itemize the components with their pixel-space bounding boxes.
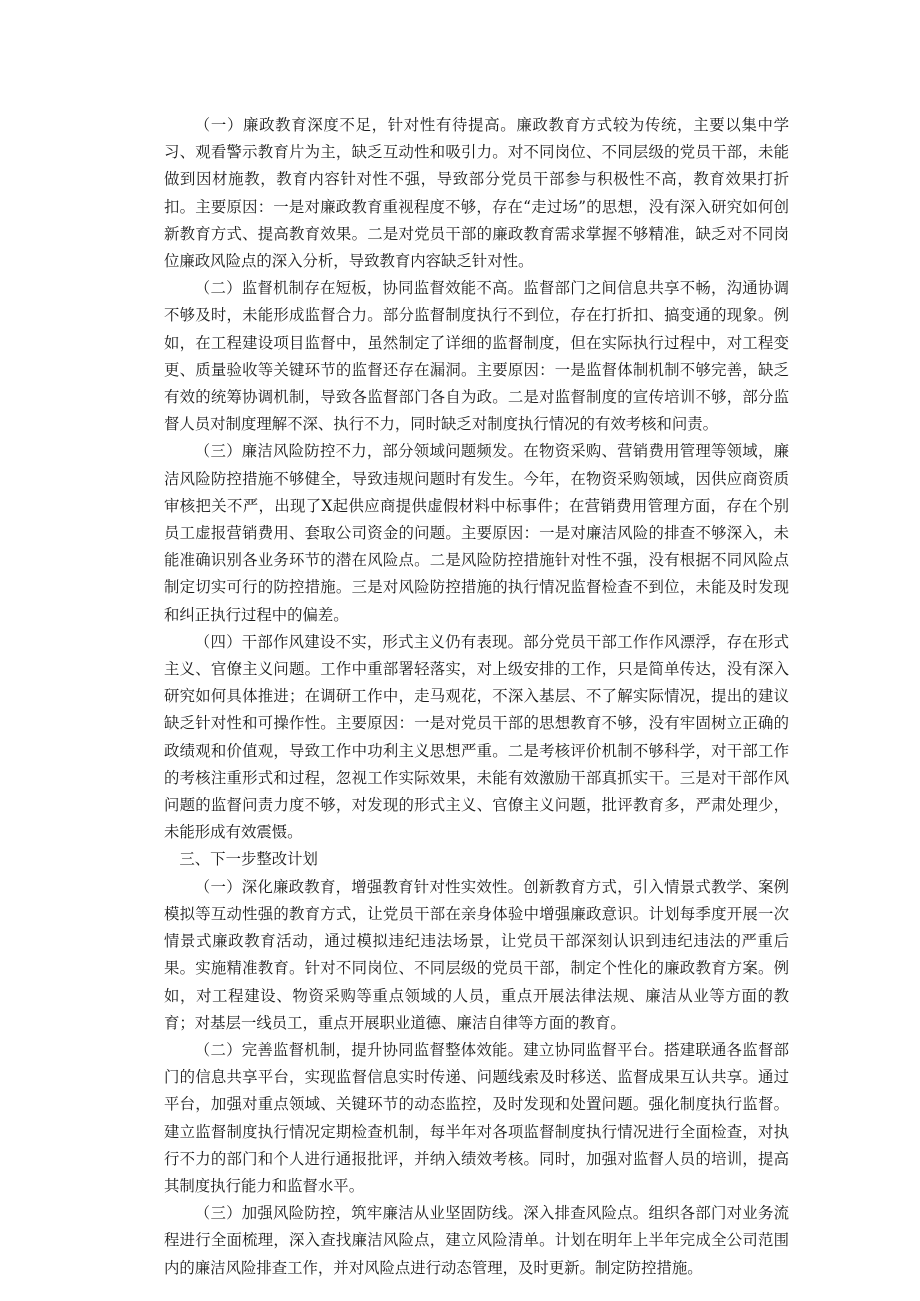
document-body (164, 112, 789, 1282)
paragraph-work-style-issue: （四）干部作风建设不实，形式主义仍有表现。部分党员干部工作作风漂浮，存在形式主义、官僚主义问题。工作中重部署轻落实，对上级安排的工作，只是简单传达，没有深入研究如何具体推进；在调研工作中，走马观花，不深入基层、不了解实际情况，提出的建议缺乏针对性和可操作性。主要原因：一是对党员干部的思想教育不够，没有牢固树立正确的政绩观和价值观，导致工作中功利主义思想严重。二是考核评价机制不够科学，对干部工作的考核注重形式和过程，忽视工作实际效果，未能有效激励干部真抓实干。三是对干部作风问题的监督问责力度不够，对发现的形式主义、官僚主义问题，批评教育多，严肃处理少，未能形成有效震慑。 (164, 632, 789, 842)
paragraph-plan-risk-control: （三）加强风险防控，筑牢廉洁从业坚固防线。深入排查风险点。组织各部门对业务流程进行全面梳理，深入查找廉洁风险点，建立风险清单。计划在明年上半年完成全公司范围内的廉洁风险排查工作，并对风险点进行动态管理，及时更新。制定防控措施。 (164, 1204, 789, 1277)
paragraph-risk-control-issue: （三）廉洁风险防控不力，部分领域问题频发。在物资采购、营销费用管理等领域，廉洁风险防控措施不够健全，导致违规问题时有发生。今年，在物资采购领域，因供应商资质审核把关不严，出现了X起供应商提供虚假材料中标事件；在营销费用管理方面，存在个别员工虚报营销费用、套取公司资金的问题。主要原因：一是对廉洁风险的排查不够深入，未能准确识别各业务环节的潜在风险点。二是风险防控措施针对性不强，没有根据不同风险点制定切实可行的防控措施。三是对风险防控措施的执行情况监督检查不到位，未能及时发现和纠正执行过程中的偏差。 (164, 442, 789, 624)
paragraph-supervision-issue: （二）监督机制存在短板，协同监督效能不高。监督部门之间信息共享不畅，沟通协调不够及时，未能形成监督合力。部分监督制度执行不到位，存在打折扣、搞变通的现象。例如，在工程建设项目监督中，虽然制定了详细的监督制度，但在实际执行过程中，对工程变更、质量验收等关键环节的监督还存在漏洞。主要原因：一是监督体制机制不够完善，缺乏有效的统筹协调机制，导致各监督部门各自为政。二是对监督制度的宣传培训不够，部分监督人员对制度理解不深、执行不力，同时缺乏对制度执行情况的有效考核和问责。 (164, 279, 789, 434)
section-heading: 三、下一步整改计划 (179, 850, 318, 869)
paragraph-education-issue: （一）廉政教育深度不足，针对性有待提高。廉政教育方式较为传统，主要以集中学习、观看警示教育片为主，缺乏互动性和吸引力。对不同岗位、不同层级的党员干部，未能做到因材施教，教育内容针对性不强，导致部分党员干部参与积极性不高，教育效果打折扣。主要原因：一是对廉政教育重视程度不够，存在“走过场”的思想，没有深入研究如何创新教育方式、提高教育效果。二是对党员干部的廉政教育需求掌握不够精准，缺乏对不同岗位廉政风险点的深入分析，导致教育内容缺乏针对性。 (164, 116, 789, 271)
paragraph-plan-education: （一）深化廉政教育，增强教育针对性实效性。创新教育方式，引入情景式教学、案例模拟等互动性强的教育方式，让党员干部在亲身体验中增强廉政意识。计划每季度开展一次情景式廉政教育活动，通过模拟违纪违法场景，让党员干部深刻认识到违纪违法的严重后果。实施精准教育。针对不同岗位、不同层级的党员干部，制定个性化的廉政教育方案。例如，对工程建设、物资采购等重点领域的人员，重点开展法律法规、廉洁从业等方面的教育；对基层一线员工，重点开展职业道德、廉洁自律等方面的教育。 (164, 877, 789, 1032)
paragraph-plan-supervision: （二）完善监督机制，提升协同监督整体效能。建立协同监督平台。搭建联通各监督部门的信息共享平台，实现监督信息实时传递、问题线索及时移送、监督成果互认共享。通过平台，加强对重点领域、关键环节的动态监控，及时发现和处置问题。强化制度执行监督。建立监督制度执行情况定期检查机制，每半年对各项监督制度执行情况进行全面检查，对执行不力的部门和个人进行通报批评，并纳入绩效考核。同时，加强对监督人员的培训，提高其制度执行能力和监督水平。 (164, 1040, 789, 1195)
